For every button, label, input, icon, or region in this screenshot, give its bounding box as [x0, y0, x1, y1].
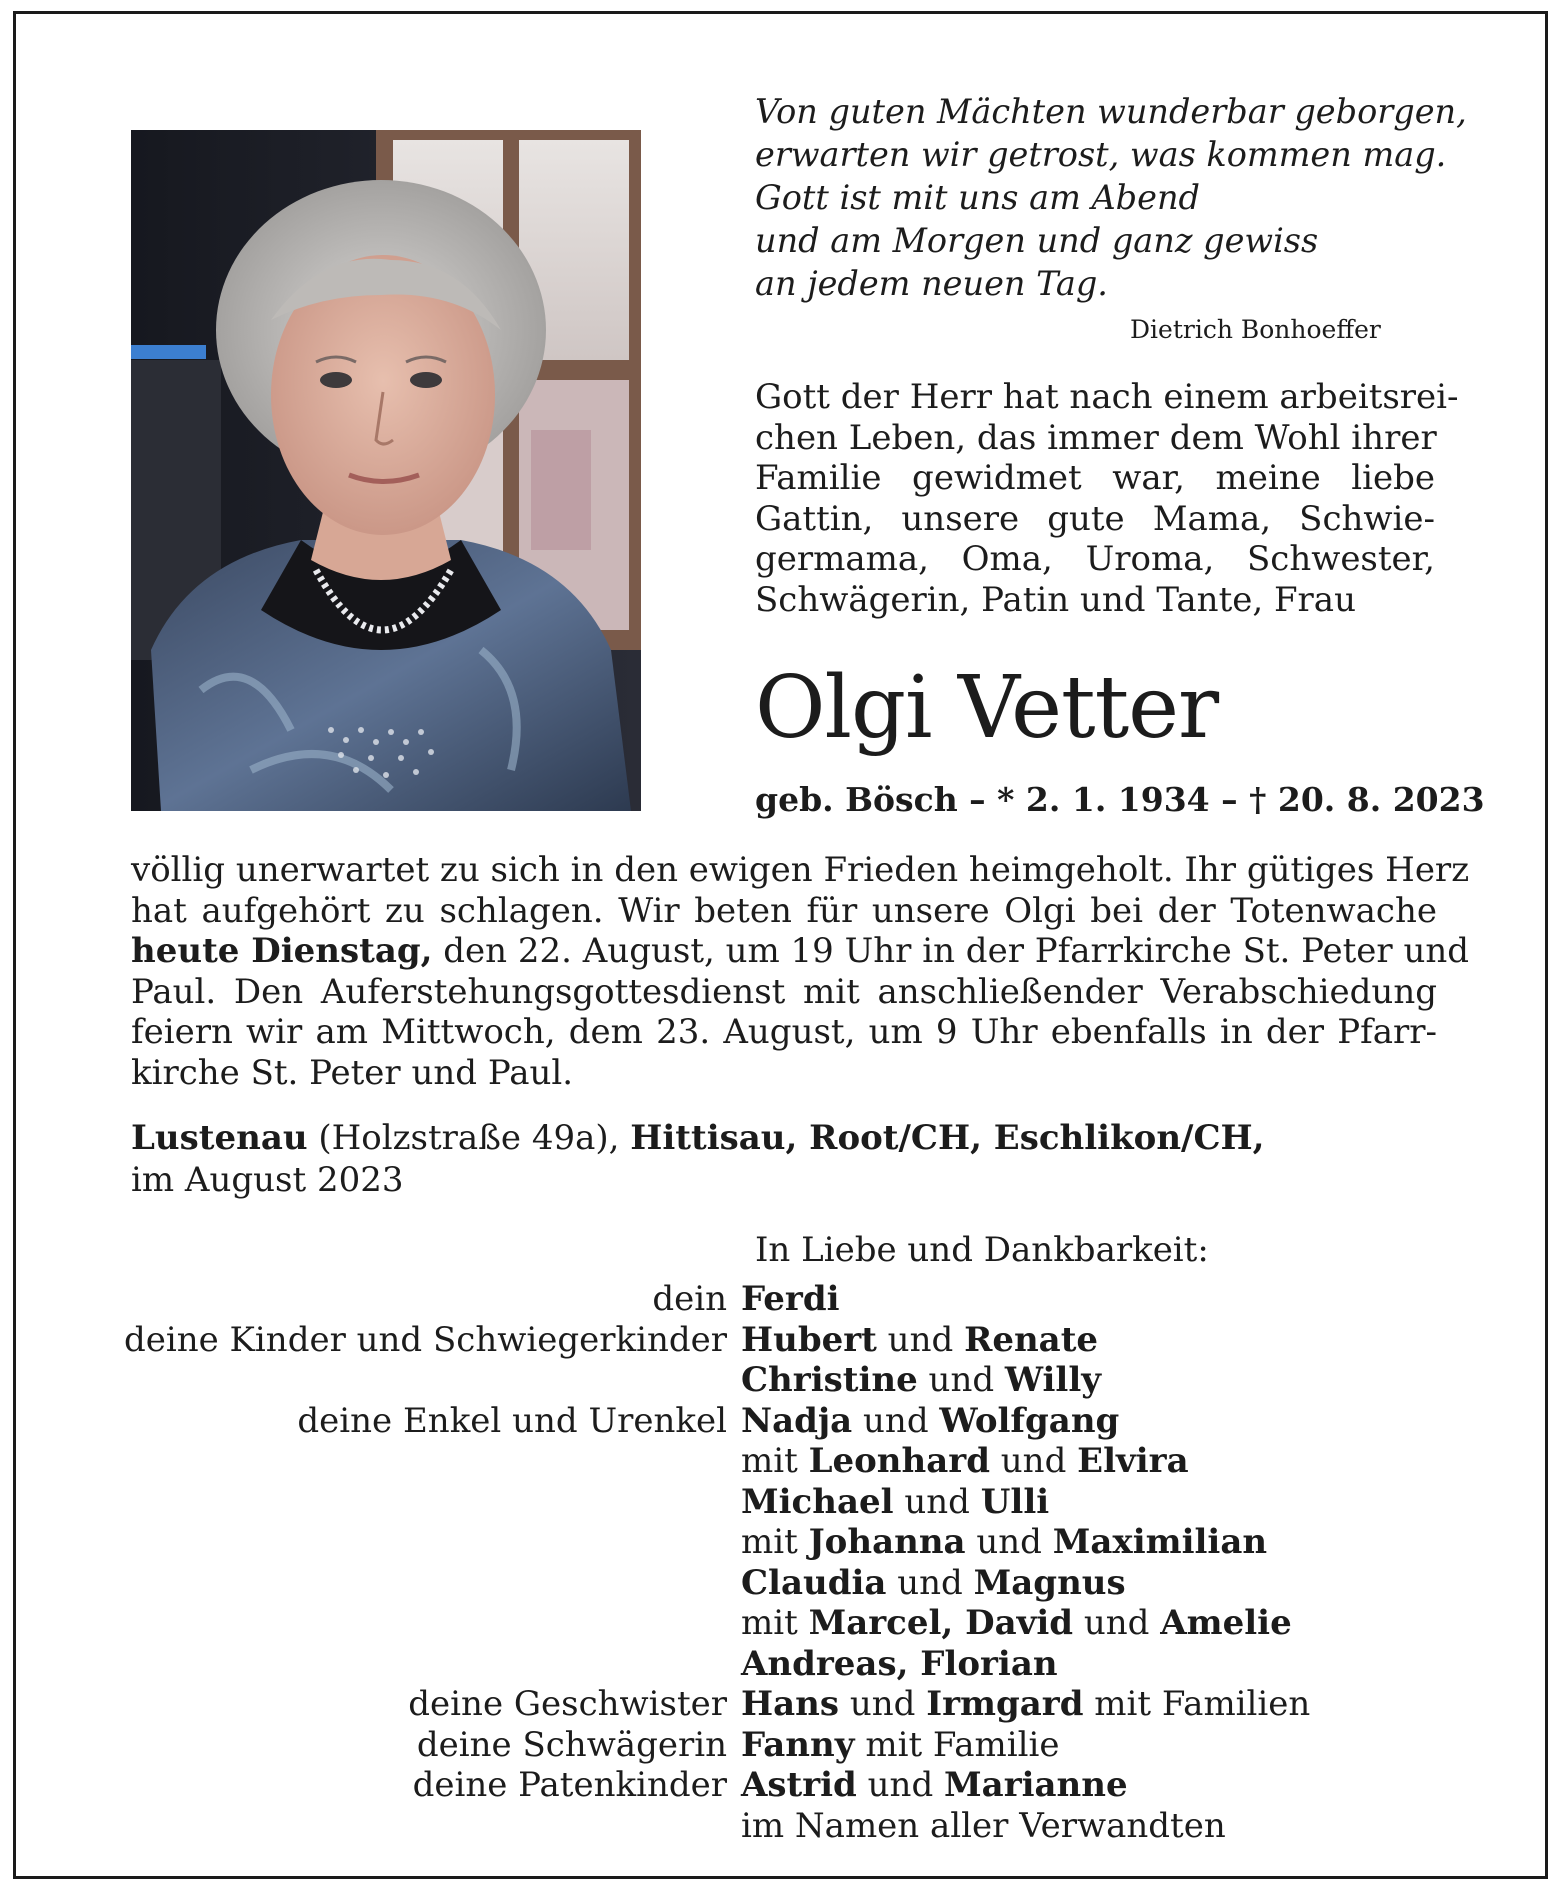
place-others: Hittisau, Root/CH, Eschlikon/CH,	[630, 1118, 1265, 1158]
intro-paragraph	[755, 377, 1459, 620]
family-relation: deine Patenkinder	[412, 1765, 727, 1805]
family-names	[741, 1441, 1189, 1482]
body-line: feiern wir am Mittwoch, dem 23. August, um 9 Uhr ebenfalls in der Pfarr-	[131, 1012, 1437, 1052]
family-member-name: Claudia	[741, 1562, 887, 1603]
family-member-name: Marcel, David	[808, 1603, 1074, 1643]
intro-line: Schwägerin, Patin und Tante, Frau	[755, 579, 1356, 620]
quote-line: und am Morgen und ganz gewiss	[755, 221, 1319, 260]
family-relation	[0, 1806, 741, 1847]
quote-line: Gott ist mit uns am Abend	[755, 178, 1200, 217]
family-connector: und	[876, 1319, 965, 1360]
intro-line: germama, Oma, Uroma, Schwester,	[755, 539, 1435, 579]
family-connector: und	[965, 1522, 1053, 1562]
deceased-name: Olgi Vetter	[755, 658, 1219, 758]
family-member-name: Amelie	[1160, 1603, 1292, 1643]
family-row	[0, 1482, 1567, 1523]
family-member-name: Elvira	[1077, 1441, 1189, 1481]
family-relation	[0, 1482, 741, 1523]
family-relation	[0, 1603, 741, 1644]
family-names	[741, 1725, 1059, 1766]
family-member-name: Magnus	[973, 1562, 1126, 1603]
intro-line: chen Leben, das immer dem Wohl ihrer	[755, 417, 1437, 458]
family-row	[0, 1725, 1567, 1766]
family-member-name: Hans	[741, 1684, 840, 1724]
family-connector: und	[989, 1441, 1078, 1481]
family-member-name: Andreas, Florian	[741, 1643, 1058, 1684]
family-member-name: Marianne	[944, 1765, 1128, 1805]
place-address: (Holzstraße 49a),	[307, 1118, 631, 1158]
places-line	[131, 1117, 1437, 1159]
family-member-name: Wolfgang	[939, 1400, 1120, 1441]
family-connector: mit	[741, 1522, 809, 1562]
family-connector: im Namen aller Verwandten	[741, 1805, 1226, 1846]
family-relation: deine Geschwister	[408, 1684, 727, 1724]
family-row	[0, 1644, 1567, 1685]
family-connector: mit	[741, 1441, 809, 1481]
family-names	[741, 1279, 840, 1320]
family-connector: und	[852, 1400, 940, 1441]
family-row	[0, 1401, 1567, 1442]
family-connector: und	[893, 1481, 981, 1522]
family-member-name: Astrid	[741, 1765, 857, 1805]
family-names	[741, 1563, 1126, 1604]
body-paragraph	[131, 850, 1470, 1093]
deceased-dates: geb. Bösch – * 2. 1. 1934 – † 20. 8. 2023	[755, 780, 1485, 819]
family-member-name: Fanny	[741, 1724, 855, 1765]
family-relation	[0, 1563, 741, 1604]
family-member-name: Michael	[741, 1481, 894, 1522]
quote-block	[755, 90, 1475, 305]
family-row	[0, 1320, 1567, 1361]
family-row	[0, 1441, 1567, 1482]
family-list	[0, 1279, 1567, 1846]
family-member-name: Johanna	[808, 1522, 966, 1562]
quote-line: Von guten Mächten wunderbar geborgen,	[755, 92, 1467, 131]
family-relation: dein	[652, 1279, 727, 1319]
quote-line: an jedem neuen Tag.	[755, 264, 1108, 303]
family-connector: mit Familien	[1083, 1684, 1311, 1724]
family-row	[0, 1522, 1567, 1563]
family-relation: deine Enkel und Urenkel	[297, 1400, 727, 1441]
closing-phrase: In Liebe und Dankbarkeit:	[755, 1230, 1209, 1270]
family-row	[0, 1360, 1567, 1401]
family-relation: deine Kinder und Schwiegerkinder	[123, 1319, 727, 1360]
family-member-name: Christine	[741, 1360, 918, 1400]
family-names	[741, 1401, 1119, 1442]
intro-line: Gattin, unsere gute Mama, Schwie-	[755, 498, 1435, 539]
quote-author: Dietrich Bonhoeffer	[1130, 315, 1381, 344]
family-connector: und	[917, 1360, 1005, 1400]
intro-line: Familie gewidmet war, meine liebe	[755, 458, 1435, 498]
family-row	[0, 1806, 1567, 1847]
family-connector: und	[886, 1562, 974, 1603]
family-member-name: Leonhard	[808, 1441, 990, 1481]
quote-line: erwarten wir getrost, was kommen mag.	[755, 135, 1447, 174]
family-names	[741, 1482, 1049, 1523]
places-block	[131, 1117, 1437, 1201]
place-date: im August 2023	[131, 1160, 404, 1200]
family-connector: mit Familie	[854, 1724, 1060, 1765]
family-relation	[0, 1360, 741, 1401]
family-row	[0, 1765, 1567, 1806]
family-names	[741, 1806, 1226, 1847]
family-member-name: Nadja	[741, 1400, 853, 1441]
portrait-photo	[131, 130, 641, 811]
family-member-name: Hubert	[741, 1319, 877, 1360]
family-names	[741, 1360, 1101, 1401]
family-relation: deine Schwägerin	[416, 1724, 727, 1765]
intro-line: Gott der Herr hat nach einem arbeitsrei-	[755, 377, 1459, 417]
family-connector: und	[856, 1765, 945, 1805]
portrait-image	[131, 130, 641, 811]
family-member-name: Maximilian	[1052, 1522, 1268, 1562]
family-names	[741, 1765, 1128, 1806]
family-relation	[0, 1441, 741, 1482]
vigil-details: den 22. August, um 19 Uhr in der Pfarrkirche St. Peter und	[432, 931, 1470, 971]
family-connector: und	[839, 1684, 927, 1724]
family-row	[0, 1603, 1567, 1644]
body-line: Paul. Den Auferstehungsgottesdienst mit anschließender Verabschiedung	[131, 971, 1437, 1012]
place-city: Lustenau	[131, 1118, 308, 1158]
family-member-name: Ferdi	[741, 1279, 840, 1319]
family-member-name: Renate	[964, 1319, 1099, 1360]
vigil-day: heute Dienstag,	[131, 931, 433, 971]
family-member-name: Irmgard	[926, 1684, 1084, 1724]
body-line: kirche St. Peter und Paul.	[131, 1052, 574, 1093]
family-relation	[0, 1644, 741, 1685]
family-member-name: Willy	[1004, 1360, 1102, 1400]
family-names	[741, 1603, 1292, 1644]
family-row	[0, 1279, 1567, 1320]
body-line: völlig unerwartet zu sich in den ewigen Frieden heimgeholt. Ihr gütiges Herz	[131, 850, 1470, 890]
family-connector: mit	[741, 1603, 809, 1643]
body-line	[131, 931, 1470, 972]
family-names	[741, 1522, 1267, 1563]
family-names	[741, 1684, 1310, 1725]
family-relation	[0, 1522, 741, 1563]
family-names	[741, 1320, 1098, 1361]
family-connector: und	[1073, 1603, 1161, 1643]
family-names	[741, 1644, 1058, 1685]
family-row	[0, 1684, 1567, 1725]
family-member-name: Ulli	[980, 1481, 1050, 1522]
family-row	[0, 1563, 1567, 1604]
body-line: hat aufgehört zu schlagen. Wir beten für unsere Olgi bei der Totenwache	[131, 890, 1437, 931]
